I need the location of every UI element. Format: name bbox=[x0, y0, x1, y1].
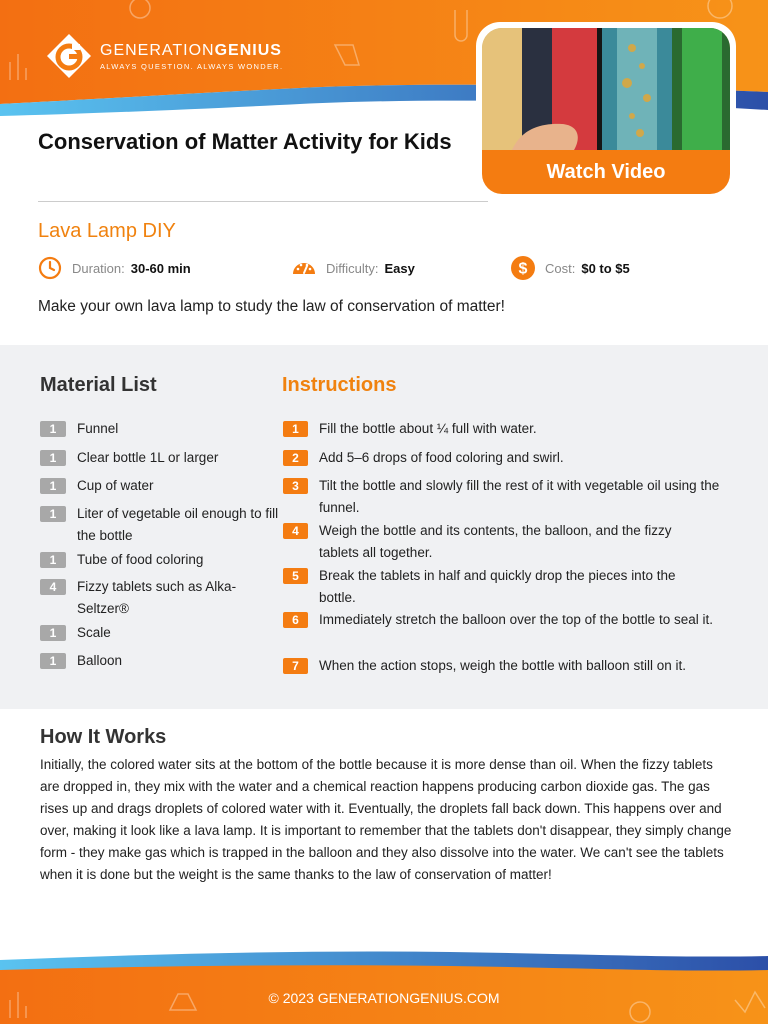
step-text: Weigh the bottle and its contents, the balloon, and the fizzy tablets all together. bbox=[319, 523, 672, 560]
gauge-icon bbox=[292, 256, 316, 280]
difficulty-label: Difficulty: bbox=[326, 260, 379, 276]
step-number-badge: 5 bbox=[283, 568, 308, 584]
cost-meta bbox=[511, 256, 630, 280]
intro-text: Make your own lava lamp to study the law of conservation of matter! bbox=[38, 298, 505, 315]
brand-name-light: GENERATION bbox=[100, 41, 215, 59]
step-number-badge: 6 bbox=[283, 612, 308, 628]
footer-copyright: © 2023 GENERATIONGENIUS.COM bbox=[268, 990, 500, 1006]
step-number-badge: 2 bbox=[283, 450, 308, 466]
material-text: Balloon bbox=[77, 653, 123, 668]
material-item bbox=[40, 622, 282, 644]
instructions-heading: Instructions bbox=[282, 374, 397, 396]
instruction-step bbox=[283, 655, 729, 677]
watch-video-button[interactable]: Watch Video bbox=[482, 150, 730, 194]
footer-banner bbox=[0, 940, 768, 1024]
cost-label: Cost: bbox=[545, 260, 576, 276]
material-text: Scale bbox=[77, 625, 111, 640]
brand-logo[interactable] bbox=[46, 33, 283, 79]
step-text: Immediately stretch the balloon over the top of the bottle to seal it. bbox=[319, 612, 713, 627]
step-number-badge: 3 bbox=[283, 478, 308, 494]
instruction-step bbox=[283, 418, 729, 440]
dollar-icon bbox=[511, 256, 535, 280]
material-qty-badge: 1 bbox=[40, 552, 66, 568]
material-item bbox=[40, 549, 282, 571]
step-number-badge: 4 bbox=[283, 523, 308, 539]
material-qty-badge: 1 bbox=[40, 421, 66, 437]
material-qty-badge: 1 bbox=[40, 625, 66, 641]
material-item bbox=[40, 475, 282, 497]
material-qty-badge: 1 bbox=[40, 478, 66, 494]
step-text: Tilt the bottle and slowly fill the rest of it with vegetable oil using the funnel. bbox=[319, 478, 720, 515]
video-card[interactable] bbox=[476, 22, 736, 200]
instruction-step bbox=[283, 447, 729, 469]
material-qty-badge: 1 bbox=[40, 450, 66, 466]
instruction-step bbox=[283, 565, 714, 609]
activity-subtitle: Lava Lamp DIY bbox=[38, 220, 176, 242]
material-text: Cup of water bbox=[77, 478, 154, 493]
step-text: Break the tablets in half and quickly drop the pieces into the bottle. bbox=[319, 568, 676, 605]
logo-mark-icon bbox=[46, 33, 92, 79]
instruction-step bbox=[283, 520, 709, 564]
material-text: Tube of food coloring bbox=[77, 552, 204, 567]
material-item bbox=[40, 650, 282, 672]
step-text: Fill the bottle about ¼ full with water. bbox=[319, 421, 537, 436]
cost-value: $0 to $5 bbox=[581, 260, 630, 276]
material-text: Liter of vegetable oil enough to fill the bottle bbox=[77, 506, 279, 543]
step-text: Add 5–6 drops of food coloring and swirl. bbox=[319, 450, 564, 465]
material-text: Funnel bbox=[77, 421, 119, 436]
step-text: When the action stops, weigh the bottle with balloon still on it. bbox=[319, 658, 686, 673]
how-it-works-text: Initially, the colored water sits at the bottom of the bottle because it is more dense than oil. When the fizzy tablets are dropped in, they mix with the water and a chemical reaction happens producing carbon dioxide gas. The gas rises up and drags droplets of colored water with it. Eventually, the droplets fall back down. This happens over and over, making it look like a lava lamp. It is important to remember that the tablets don't disappear, they simply change form - they make gas which is trapped in the balloon and they also dissolve into the water. We can't see the tablets when it is done but the weight is the same thanks to the law of conservation of matter! bbox=[40, 757, 732, 882]
duration-value: 30-60 min bbox=[130, 260, 191, 276]
material-qty-badge: 4 bbox=[40, 579, 66, 595]
title-divider bbox=[38, 201, 488, 202]
clock-icon bbox=[38, 256, 62, 280]
material-qty-badge: 1 bbox=[40, 653, 66, 669]
material-text: Clear bottle 1L or larger bbox=[77, 450, 219, 465]
material-qty-badge: 1 bbox=[40, 506, 66, 522]
instruction-step bbox=[283, 475, 729, 519]
material-item bbox=[40, 576, 247, 620]
step-number-badge: 1 bbox=[283, 421, 308, 437]
difficulty-value: Easy bbox=[384, 260, 415, 276]
brand-name bbox=[100, 42, 283, 60]
footer-background bbox=[0, 940, 768, 1024]
difficulty-meta bbox=[292, 256, 415, 280]
svg-text:$: $ bbox=[518, 260, 528, 278]
material-text: Fizzy tablets such as Alka-Seltzer® bbox=[77, 579, 237, 616]
duration-label: Duration: bbox=[72, 260, 125, 276]
step-number-badge: 7 bbox=[283, 658, 308, 674]
material-item bbox=[40, 503, 282, 547]
brand-name-bold: GENIUS bbox=[214, 41, 282, 59]
page-title: Conservation of Matter Activity for Kids bbox=[38, 129, 452, 154]
duration-meta bbox=[38, 256, 191, 280]
material-list-heading: Material List bbox=[40, 374, 157, 396]
brand-tagline: ALWAYS QUESTION. ALWAYS WONDER. bbox=[100, 61, 284, 71]
instruction-step bbox=[283, 609, 714, 631]
video-thumbnail[interactable] bbox=[482, 28, 730, 150]
material-item bbox=[40, 447, 282, 469]
material-item bbox=[40, 418, 282, 440]
how-it-works-heading: How It Works bbox=[40, 726, 167, 748]
